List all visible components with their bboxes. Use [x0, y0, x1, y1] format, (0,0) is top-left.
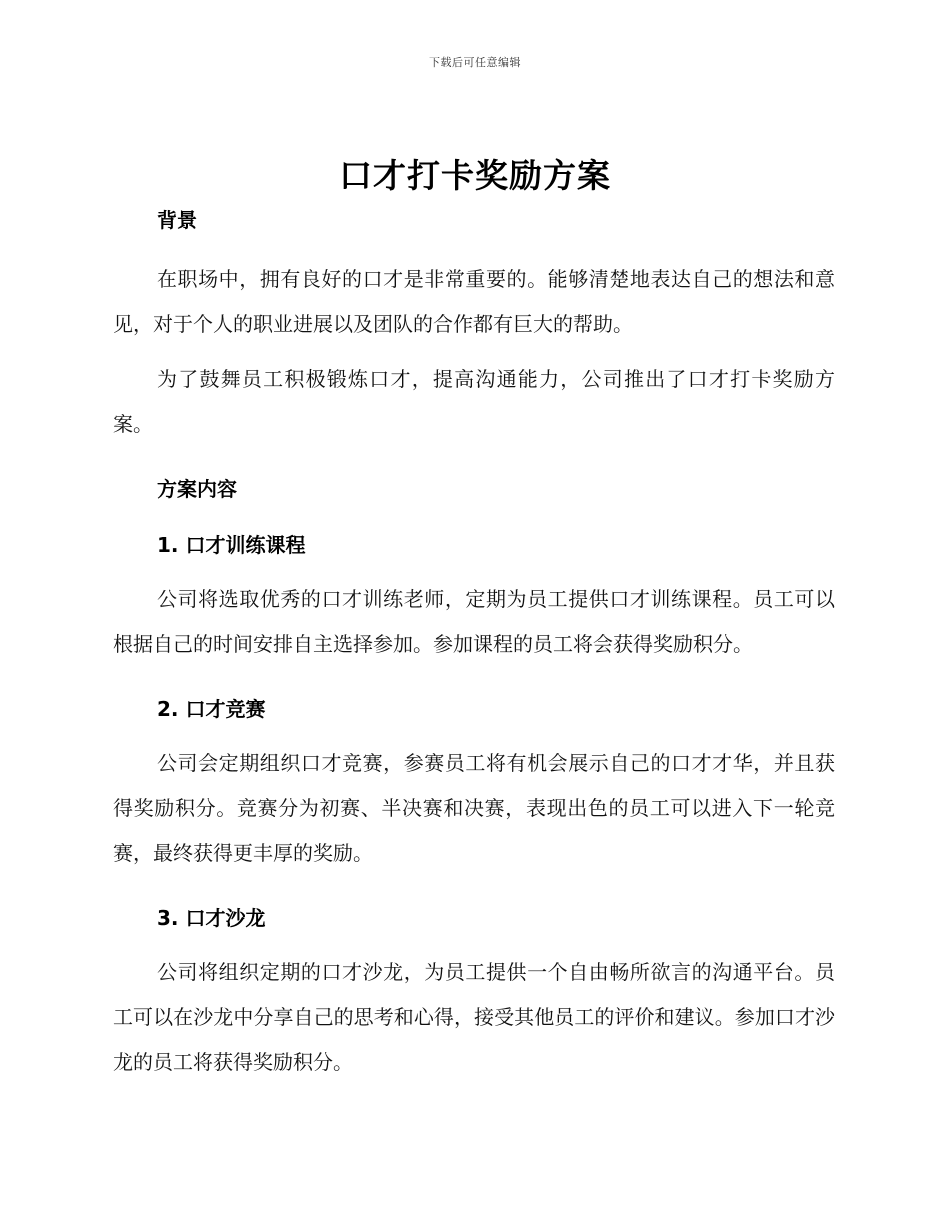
heading-background: 背景	[157, 208, 197, 232]
paragraph-item-2: 公司会定期组织口才竞赛，参赛员工将有机会展示自己的口才才华，并且获得奖励积分。竞赛分为初赛、半决赛和决赛，表现出色的员工可以进入下一轮竞赛，最终获得更丰厚的奖励。	[113, 751, 835, 865]
paragraph-item-3: 公司将组织定期的口才沙龙，为员工提供一个自由畅所欲言的沟通平台。员工可以在沙龙中分享自己的思考和心得，接受其他员工的评价和建议。参加口才沙龙的员工将获得奖励积分。	[113, 960, 835, 1074]
paragraph-background-2: 为了鼓舞员工积极锻炼口才，提高沟通能力，公司推出了口才打卡奖励方案。	[113, 367, 835, 436]
heading-item-3: 3. 口才沙龙	[157, 906, 266, 930]
header-note: 下载后可任意编辑	[429, 56, 521, 69]
heading-plan-content: 方案内容	[157, 477, 237, 501]
document-title: 口才打卡奖励方案	[339, 156, 611, 195]
paragraph-background-1: 在职场中，拥有良好的口才是非常重要的。能够清楚地表达自己的想法和意见，对于个人的职业进展以及团队的合作都有巨大的帮助。	[113, 267, 835, 336]
paragraph-item-1: 公司将选取优秀的口才训练老师，定期为员工提供口才训练课程。员工可以根据自己的时间安排自主选择参加。参加课程的员工将会获得奖励积分。	[113, 587, 835, 656]
document-body	[113, 206, 835, 1085]
heading-item-1: 1. 口才训练课程	[157, 533, 306, 557]
heading-item-2: 2. 口才竞赛	[157, 697, 266, 721]
